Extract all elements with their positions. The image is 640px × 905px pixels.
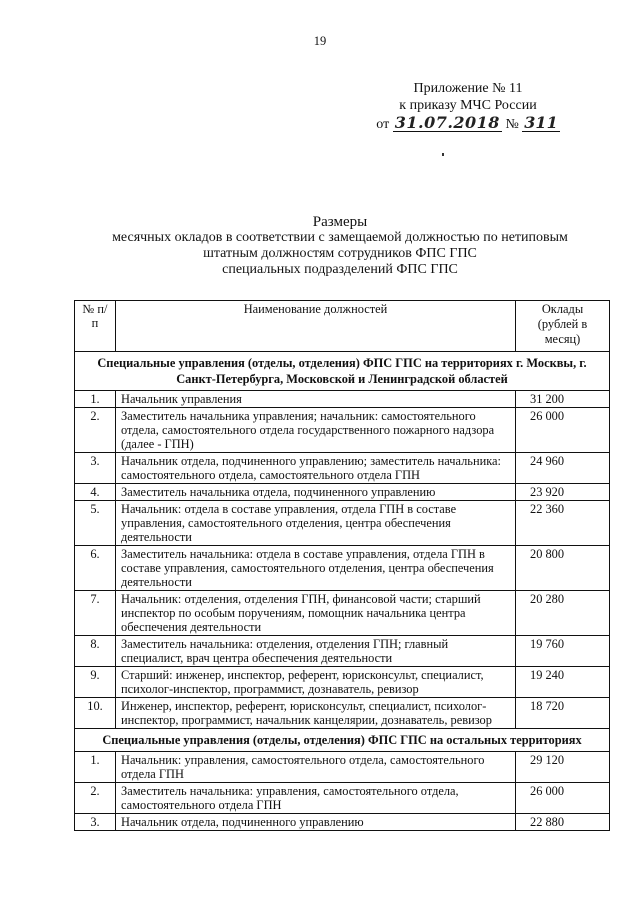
position-name: Начальник управления	[116, 391, 516, 408]
table-row	[75, 698, 610, 729]
row-number: 5.	[75, 501, 116, 546]
row-number: 2.	[75, 783, 116, 814]
header-num: № п/п	[75, 301, 116, 352]
row-number: 9.	[75, 667, 116, 698]
table-row	[75, 453, 610, 484]
document-title	[60, 214, 620, 278]
table-row	[75, 667, 610, 698]
stray-mark	[442, 153, 444, 156]
position-name: Заместитель начальника отдела, подчиненного управлению	[116, 484, 516, 501]
salary-value: 29 120	[516, 752, 610, 783]
title-line-4: специальных подразделений ФПС ГПС	[222, 262, 458, 277]
appendix-order-ref: к приказу МЧС России	[399, 98, 537, 113]
header-salary: Оклады (рублей в месяц)	[516, 301, 610, 352]
table-row	[75, 814, 610, 831]
section-header-row	[75, 352, 610, 391]
row-number: 6.	[75, 546, 116, 591]
row-number: 4.	[75, 484, 116, 501]
section-header-row	[75, 729, 610, 752]
row-number: 3.	[75, 453, 116, 484]
salary-value: 31 200	[516, 391, 610, 408]
section-title: Специальные управления (отделы, отделения) ФПС ГПС на остальных территориях	[75, 729, 610, 752]
handwritten-date: 31.07.2018	[394, 113, 500, 132]
position-name: Заместитель начальника: отделения, отделения ГПН; главный специалист, врач центра обеспечения деятельности	[116, 636, 516, 667]
salary-value: 26 000	[516, 408, 610, 453]
section-title: Специальные управления (отделы, отделения) ФПС ГПС на территориях г. Москвы, г. Санкт-Петербурга, Московской и Ленинградской областей	[75, 352, 610, 391]
table-row	[75, 636, 610, 667]
position-name: Инженер, инспектор, референт, юрисконсульт, специалист, психолог-инспектор, программист, начальник канцелярии, дознаватель, ревизор	[116, 698, 516, 729]
table-row	[75, 501, 610, 546]
table-row	[75, 752, 610, 783]
table-row	[75, 408, 610, 453]
table-row	[75, 591, 610, 636]
row-number: 1.	[75, 752, 116, 783]
position-name: Начальник отдела, подчиненного управлению; заместитель начальника: самостоятельного отдела, самостоятельного отдела ГПН	[116, 453, 516, 484]
title-line-1: Размеры	[312, 214, 368, 230]
title-line-2: месячных окладов в соответствии с замещаемой должностью по нетиповым	[112, 230, 568, 245]
table-body	[75, 352, 610, 831]
salary-value: 22 360	[516, 501, 610, 546]
salary-value: 23 920	[516, 484, 610, 501]
salary-value: 19 760	[516, 636, 610, 667]
header-name: Наименование должностей	[116, 301, 516, 352]
row-number: 10.	[75, 698, 116, 729]
position-name: Начальник: отдела в составе управления, отдела ГПН в составе управления, самостоятельного отделения, центра обеспечения деятельности	[116, 501, 516, 546]
row-number: 2.	[75, 408, 116, 453]
salary-table	[74, 300, 610, 831]
salary-value: 19 240	[516, 667, 610, 698]
position-name: Заместитель начальника: управления, самостоятельного отдела, самостоятельного отдела ГПН	[116, 783, 516, 814]
position-name: Начальник отдела, подчиненного управлению	[116, 814, 516, 831]
position-name: Начальник: управления, самостоятельного отдела, самостоятельного отдела ГПН	[116, 752, 516, 783]
table-row	[75, 783, 610, 814]
appendix-date-line	[368, 114, 568, 133]
page-number: 19	[313, 34, 327, 48]
row-number: 3.	[75, 814, 116, 831]
salary-value: 20 800	[516, 546, 610, 591]
salary-value: 18 720	[516, 698, 610, 729]
table-header-row	[75, 301, 610, 352]
table-row	[75, 391, 610, 408]
title-line-3: штатным должностям сотрудников ФПС ГПС	[203, 246, 477, 261]
handwritten-order-number: 311	[524, 113, 558, 132]
row-number: 7.	[75, 591, 116, 636]
row-number: 1.	[75, 391, 116, 408]
table-row	[75, 546, 610, 591]
salary-value: 26 000	[516, 783, 610, 814]
number-sign: №	[505, 117, 519, 132]
position-name: Заместитель начальника: отдела в составе управления, отдела ГПН в составе управления, самостоятельного отделения, центра обеспечения деятельности	[116, 546, 516, 591]
table-row	[75, 484, 610, 501]
appendix-block	[368, 80, 568, 133]
salary-value: 22 880	[516, 814, 610, 831]
position-name: Начальник: отделения, отделения ГПН, финансовой части; старший инспектор по особым поручениям, помощник начальника центра обеспечения деятельности	[116, 591, 516, 636]
appendix-title: Приложение № 11	[413, 81, 523, 96]
position-name: Старший: инженер, инспектор, референт, юрисконсульт, специалист, психолог-инспектор, программист, дознаватель, ревизор	[116, 667, 516, 698]
salary-value: 24 960	[516, 453, 610, 484]
appendix-prefix: от	[376, 117, 390, 132]
row-number: 8.	[75, 636, 116, 667]
position-name: Заместитель начальника управления; начальник: самостоятельного отдела, самостоятельного отдела государственного пожарного надзора (далее - ГПН)	[116, 408, 516, 453]
salary-value: 20 280	[516, 591, 610, 636]
